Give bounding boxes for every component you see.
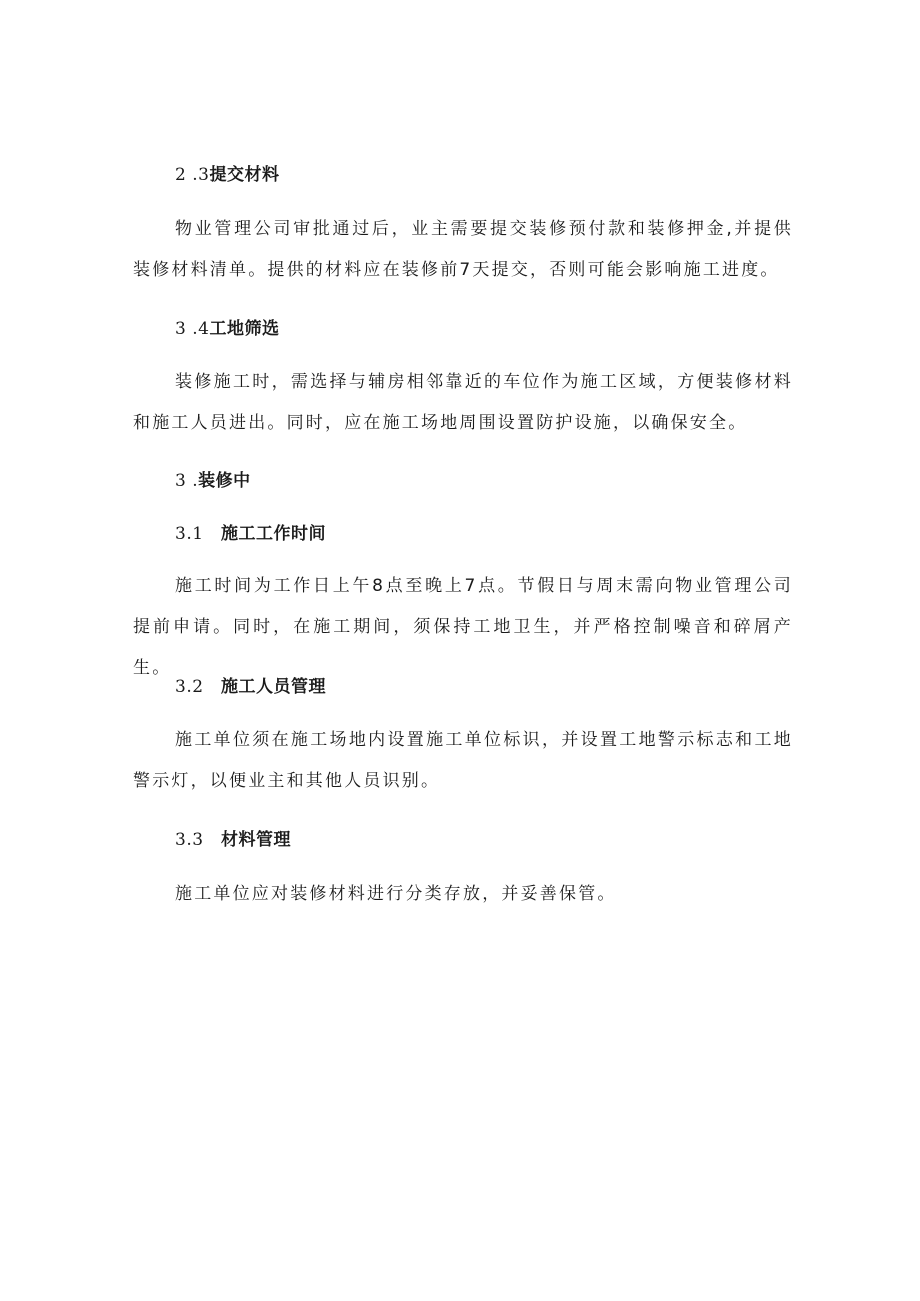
section-heading xyxy=(175,318,279,340)
section-paragraph: 施工单位应对装修材料进行分类存放，并妥善保管。 xyxy=(175,884,617,904)
section-number: 3.3 xyxy=(175,830,204,850)
subsection-heading xyxy=(175,829,291,851)
section-number: 3 .4 xyxy=(175,319,210,339)
section-number: 2 .3 xyxy=(175,165,210,185)
section-title: 材料管理 xyxy=(221,830,291,850)
section-paragraph: 物业管理公司审批通过后，业主需要提交装修预付款和装修押金,并提供装修材料清单。提供的材料应在装修前7天提交，否则可能会影响施工进度。 xyxy=(133,219,793,280)
section-heading xyxy=(175,470,251,492)
section-title: 工地筛选 xyxy=(209,319,280,339)
section-number: 3 . xyxy=(175,471,199,491)
section-title: 装修中 xyxy=(198,471,251,491)
section-number: 3.2 xyxy=(175,677,204,697)
subsection-heading xyxy=(175,676,326,698)
section-title: 施工人员管理 xyxy=(221,677,326,697)
subsection-heading xyxy=(175,523,326,545)
section-heading xyxy=(175,164,279,186)
section-title: 施工工作时间 xyxy=(221,524,326,544)
section-paragraph: 施工单位须在施工场地内设置施工单位标识，并设置工地警示标志和工地警示灯，以便业主和其他人员识别。 xyxy=(133,730,793,791)
section-paragraph: 装修施工时，需选择与辅房相邻靠近的车位作为施工区域，方便装修材料和施工人员进出。同时，应在施工场地周围设置防护设施，以确保安全。 xyxy=(133,372,793,433)
section-number: 3.1 xyxy=(175,524,204,544)
section-paragraph: 施工时间为工作日上午8点至晚上7点。节假日与周末需向物业管理公司提前申请。同时，在施工期间，须保持工地卫生，并严格控制噪音和碎屑产生。 xyxy=(133,576,793,678)
section-title: 提交材料 xyxy=(209,165,280,185)
